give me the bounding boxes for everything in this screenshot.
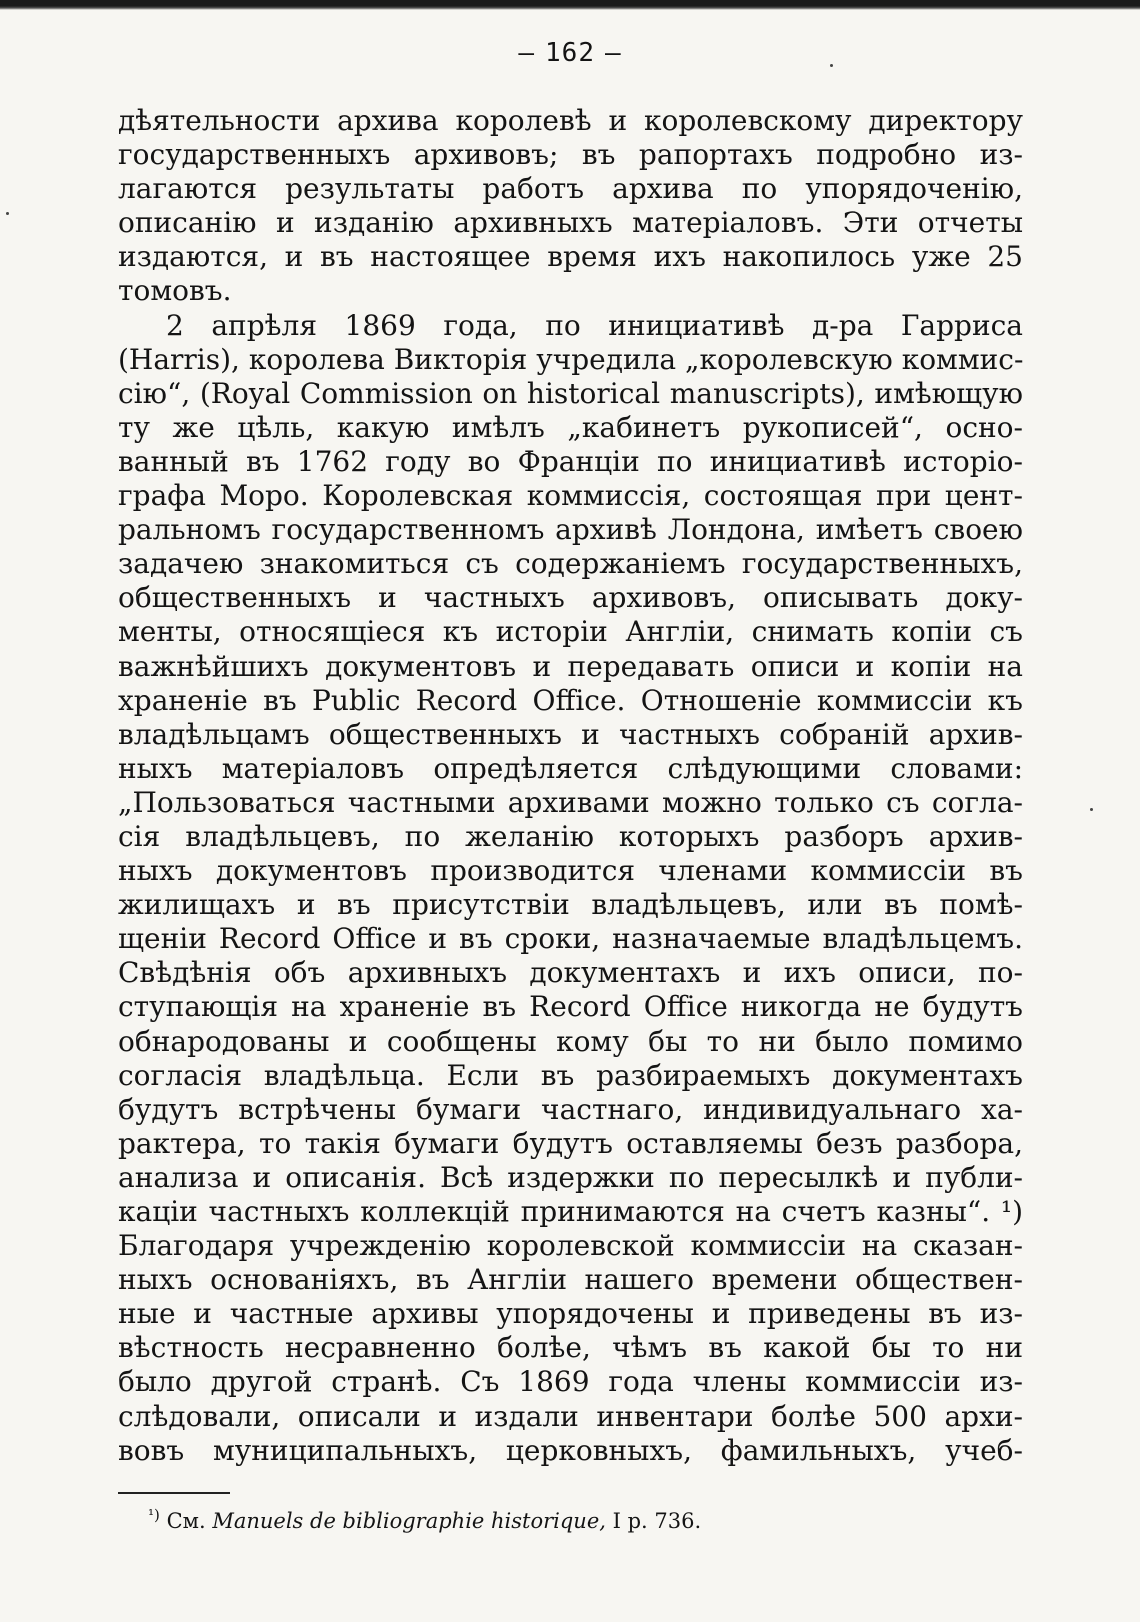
text-line: слѣдовали, описали и издали инвентари болѣе 500 архи- [118,1399,1023,1433]
text-line: владѣльцамъ общественныхъ и частныхъ собраній архив- [118,717,1023,751]
text-line: анализа и описанія. Всѣ издержки по пересылкѣ и публи- [118,1160,1023,1194]
text-line: государственныхъ архивовъ; въ рапортахъ подробно из- [118,138,1023,172]
text-line: описанію и изданію архивныхъ матеріаловъ. Эти отчеты [118,206,1023,240]
text-line: ныхъ основаніяхъ, въ Англіи нашего времени обществен- [118,1263,1023,1297]
text-line: сію“, (Royal Commission on historical manuscripts), имѣющую [118,376,1023,410]
text-line: каціи частныхъ коллекцій принимаются на счетъ казны“. ¹) [118,1195,1023,1228]
text-line: издаются, и въ настоящее время ихъ накопилось уже 25 [118,240,1023,274]
footnote-marker: ¹) [148,1506,160,1524]
text-line: лагаются результаты работъ архива по упорядоченію, [118,172,1023,206]
text-line: Благодаря учрежденію королевской коммиссіи на сказан- [118,1229,1023,1263]
text-line: дѣятельности архива королевѣ и королевскому директору [118,104,1023,137]
page-number-dash-left: — [518,38,536,68]
text-line: задачею знакомиться съ содержаніемъ государственныхъ, [118,547,1023,581]
text-line: „Пользоваться частными архивами можно только съ согла- [118,785,1023,819]
text-line: общественныхъ и частныхъ архивовъ, описывать доку- [118,581,1023,615]
text-line: важнѣйшихъ документовъ и передавать описи и копіи на [118,649,1023,683]
text-line: щеніи Record Office и въ сроки, назначаемые владѣльцемъ. [118,922,1023,956]
text-line: менты, относящіеся къ исторіи Англіи, снимать копіи съ [118,615,1023,649]
text-line: ральномъ государственномъ архивѣ Лондона, имѣетъ своею [118,513,1023,547]
text-line: Свѣдѣнія объ архивныхъ документахъ и ихъ описи, по- [118,956,1023,990]
text-line: согласія владѣльца. Если въ разбираемыхъ документахъ [118,1058,1023,1092]
print-speck [1090,808,1093,811]
text-line: обнародованы и сообщены кому бы то ни было помимо [118,1024,1023,1058]
text-line: ныхъ документовъ производится членами коммиссіи въ [118,854,1023,888]
text-line: было другой странѣ. Съ 1869 года члены коммиссіи из- [118,1365,1023,1399]
footnote-suffix: I p. 736. [612,1509,702,1533]
text-line: ные и частные архивы упорядочены и приведены въ из- [118,1297,1023,1331]
text-line: вовъ муниципальныхъ, церковныхъ, фамильныхъ, учеб- [118,1433,1023,1467]
text-line: ту же цѣль, какую имѣлъ „кабинетъ рукописей“, осно- [118,410,1023,444]
text-line: графа Моро. Королевская коммиссія, состоящая при цент- [118,479,1023,513]
footnote [148,1502,998,1534]
top-edge-rule [0,0,1140,10]
text-line: рактера, то такія бумаги будутъ оставляемы безъ разбора, [118,1126,1023,1160]
text-line: 2 апрѣля 1869 года, по инициативѣ д-ра Гарриса [166,308,1023,342]
footnote-prefix: См. [166,1509,206,1533]
page-number [0,38,1140,68]
text-line: вѣстность несравненно болѣе, чѣмъ въ какой бы то ни [118,1331,1023,1365]
page-number-dash-right: — [604,38,622,68]
print-speck [830,64,833,67]
text-line: ванный въ 1762 году во Франціи по инициативѣ исторіо- [118,444,1023,478]
text-line: будутъ встрѣчены бумаги частнаго, индивидуальнаго ха- [118,1092,1023,1126]
text-line: (Harris), королева Викторія учредила „королевскую коммис- [118,342,1024,376]
text-line: ныхъ матеріаловъ опредѣляется слѣдующими словами: [118,751,1023,785]
text-line: сія владѣльцевъ, по желанію которыхъ разборъ архив- [118,819,1023,853]
text-line: жилищахъ и въ присутствіи владѣльцевъ, или въ помѣ- [118,888,1023,922]
text-line: храненіе въ Public Record Office. Отношеніе коммиссіи къ [118,683,1023,717]
page-number-value: 162 [545,38,595,68]
footnote-rule [118,1492,230,1494]
body-text [118,104,1023,1468]
text-line: ступающія на храненіе въ Record Office никогда не будутъ [118,990,1023,1024]
text-line: томовъ. [118,274,232,308]
print-speck [6,212,9,215]
footnote-title: Manuels de bibliographie historique, [212,1509,606,1533]
